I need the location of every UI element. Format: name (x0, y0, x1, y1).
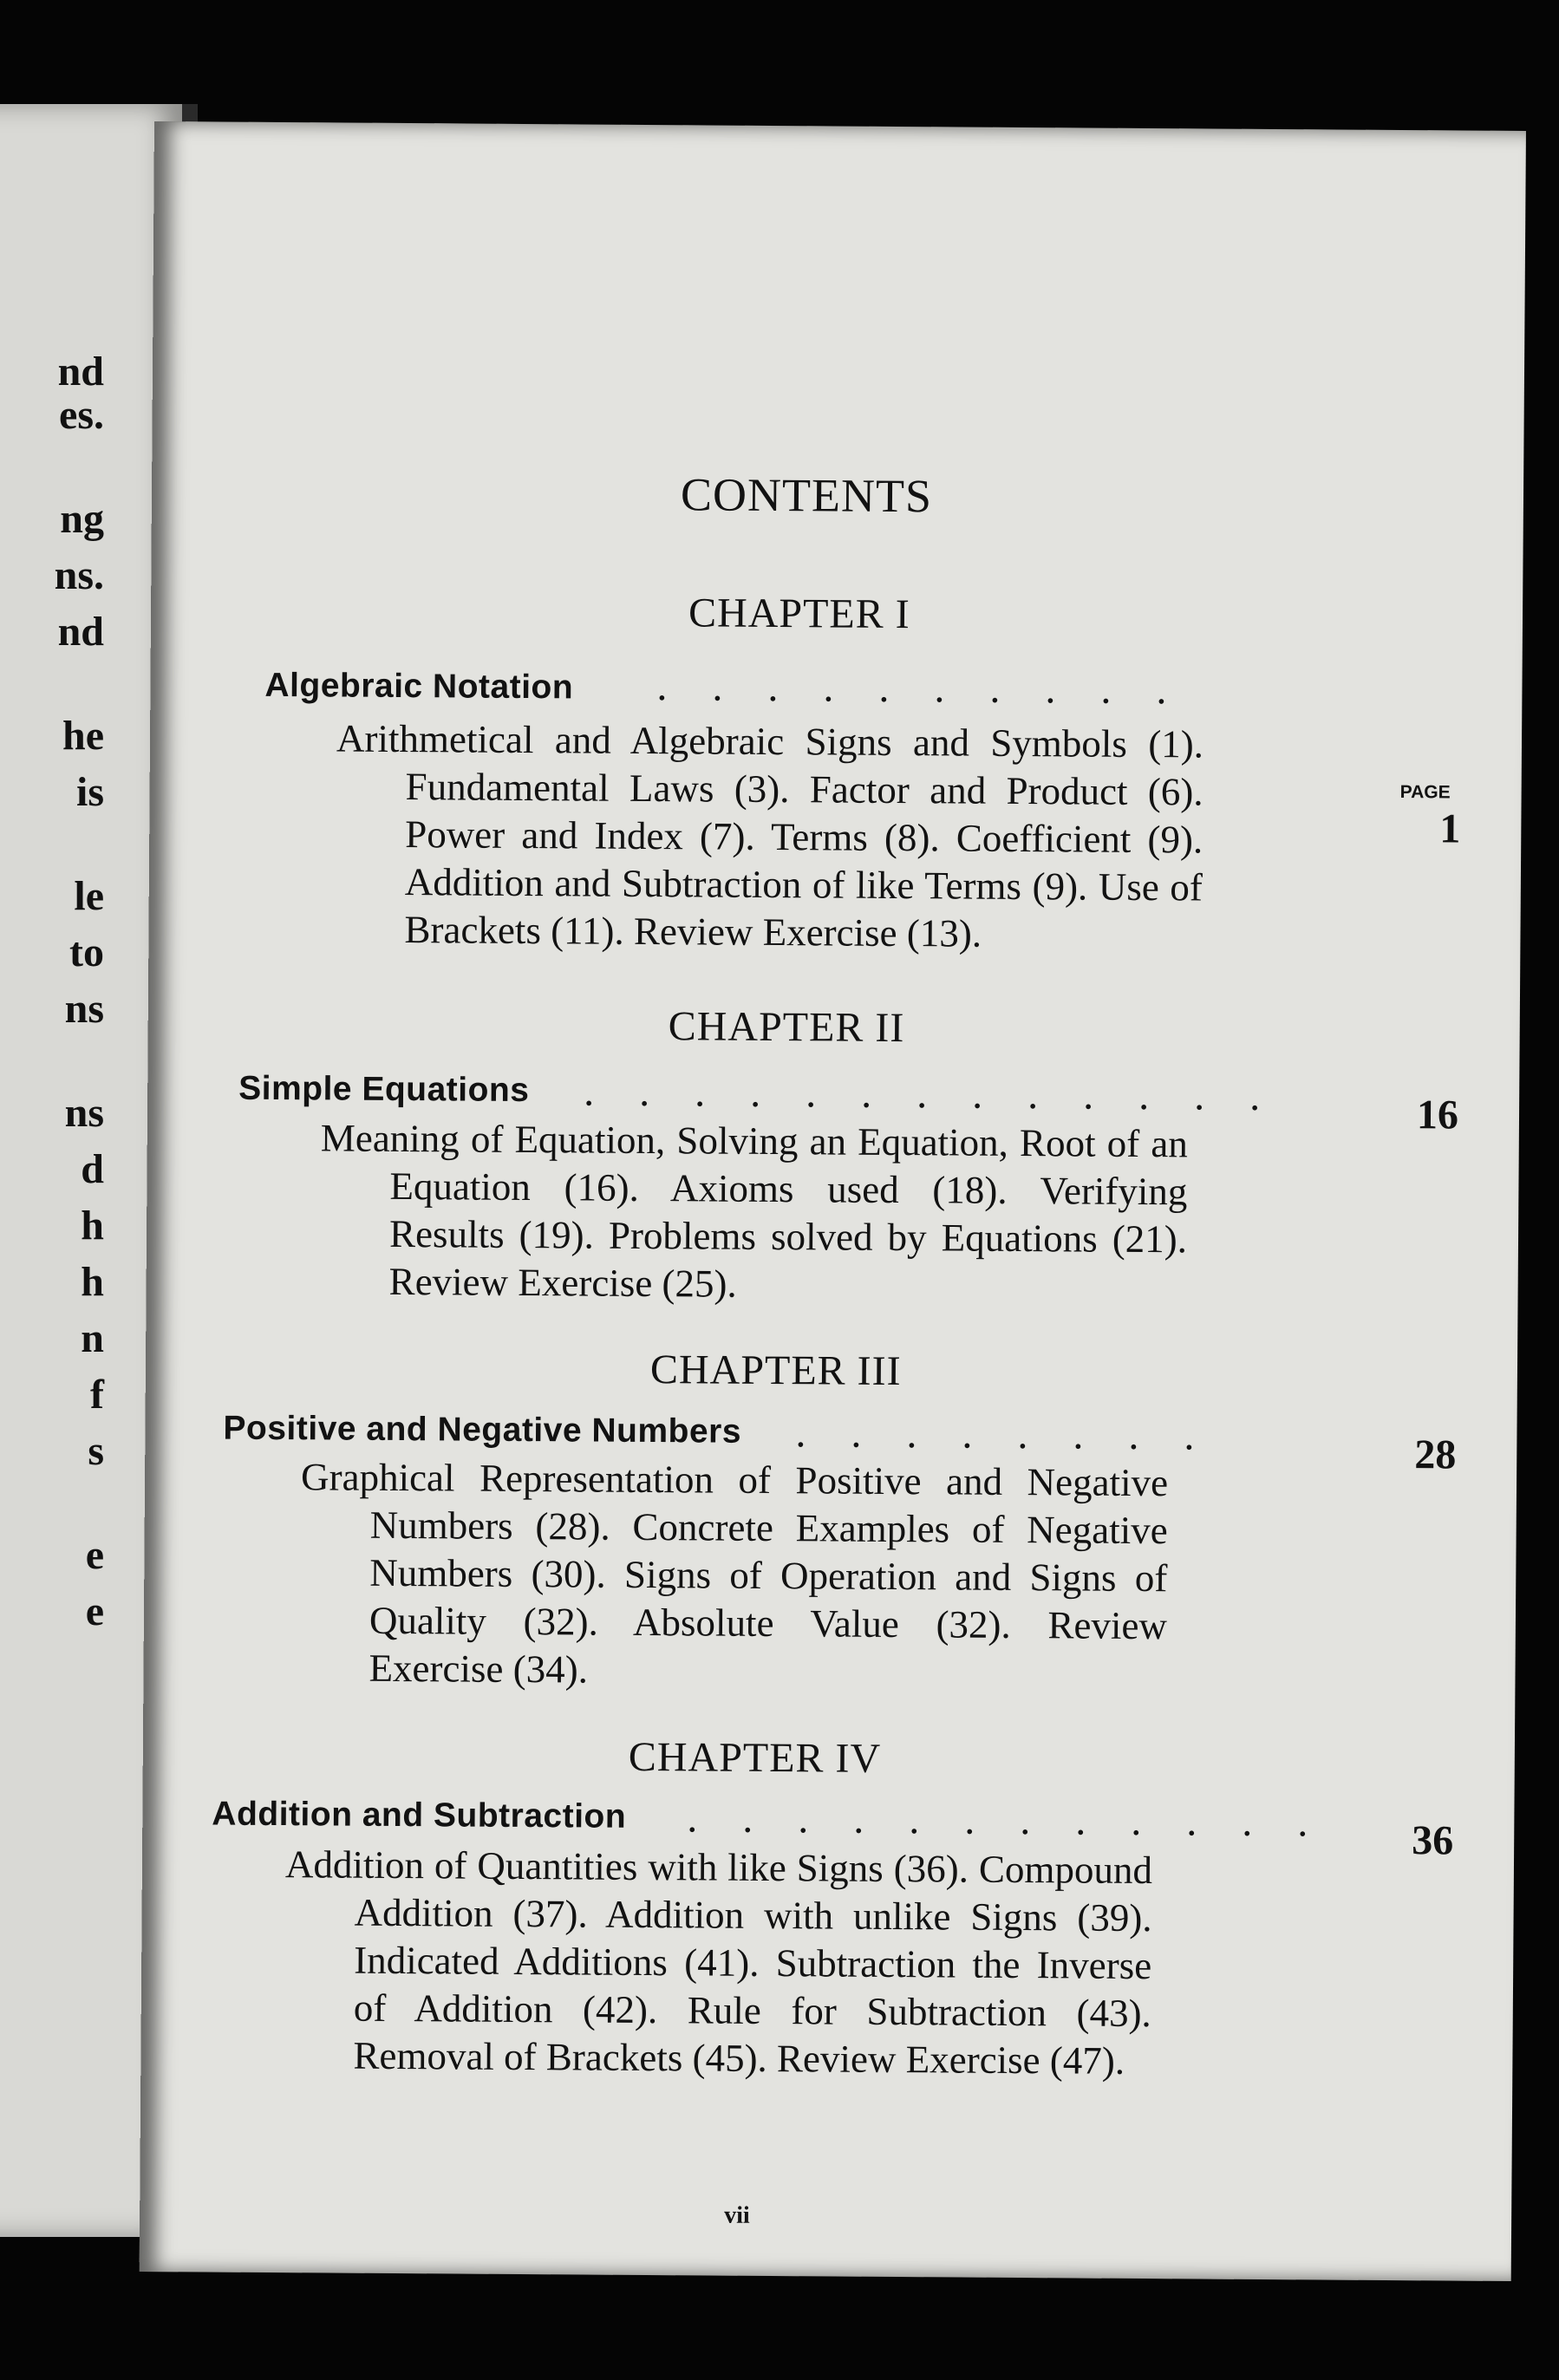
page-column-label: PAGE (1399, 782, 1451, 803)
left-page-fragment: ns (64, 986, 104, 1032)
chapter-description: Addition of Quantities with like Signs (36). Compound Addition (37). Addition with unlike Signs (39). Indicated Additions (41). Subtraction the Inverse of Addition (42). Rule for Subtraction (43). Removal of Brackets (45). Review Exercise (47). (284, 1842, 1153, 2083)
contents-page-content (140, 121, 1526, 2281)
chapter-description: Meaning of Equation, Solving an Equation, Root of an Equation (16). Axioms used (18). Verifying Results (19). Problems solved by Equations (21). Review Exercise (25). (320, 1116, 1188, 1306)
page-number: 28 (1414, 1431, 1457, 1478)
chapter-heading: CHAPTER III (649, 1346, 902, 1395)
leader-dots: . . . . . . . . . . (656, 663, 1184, 714)
left-page-fragment: f (90, 1372, 104, 1418)
left-page-fragment: ng (60, 496, 104, 542)
left-page-fragment: he (62, 713, 104, 759)
left-page-fragment: nd (57, 609, 104, 655)
left-page-fragment: e (85, 1588, 104, 1634)
leader-dots: . . . . . . . . . . . . . (584, 1068, 1278, 1120)
left-page-fragment: nd (57, 349, 104, 394)
contents-page (140, 121, 1526, 2281)
leader-dots: . . . . . . . . . . . . (687, 1795, 1326, 1846)
leader-dots: . . . . . . . . (795, 1410, 1212, 1459)
chapter-heading: CHAPTER IV (628, 1733, 882, 1782)
left-page-fragment: to (69, 929, 104, 975)
left-page-fragment: ns (64, 1090, 104, 1136)
left-page-fragment: n (81, 1315, 104, 1361)
left-page-fragment: h (81, 1203, 104, 1249)
left-page-fragment: ns. (54, 552, 104, 598)
chapter-title: Algebraic Notation (264, 666, 574, 707)
page-number: 16 (1416, 1092, 1459, 1138)
chapter-heading: CHAPTER II (668, 1003, 905, 1052)
page-number: 36 (1412, 1817, 1454, 1864)
page-number: 1 (1439, 805, 1461, 852)
chapter-title: Positive and Negative Numbers (223, 1409, 742, 1451)
chapter-heading: CHAPTER I (688, 590, 910, 638)
left-page-fragment: e (85, 1532, 104, 1578)
left-page-fragment: h (81, 1259, 104, 1305)
chapter-description: Arithmetical and Algebraic Signs and Symbols (1). Fundamental Laws (3). Factor and Product (6). Power and Index (7). Terms (8). Coefficient (9). Addition and Subtraction of like Terms (9). Use of Brackets (11). Review Exercise (13). (336, 716, 1204, 955)
page-folio: vii (724, 2201, 750, 2229)
left-page-fragment: s (88, 1428, 104, 1474)
chapter-title: Simple Equations (238, 1069, 530, 1110)
left-page-fragment: is (75, 769, 104, 815)
left-page-fragment: d (81, 1146, 104, 1192)
left-page-fragment: le (74, 873, 104, 919)
left-page-fragment: es. (59, 392, 104, 438)
page-title: CONTENTS (680, 468, 933, 523)
chapter-title: Addition and Subtraction (212, 1795, 627, 1836)
chapter-description: Graphical Representation of Positive and Negative Numbers (28). Concrete Examples of Negative Numbers (30). Signs of Operation and Signs of Quality (32). Absolute Value (32). Review Exercise (34). (300, 1455, 1169, 1692)
